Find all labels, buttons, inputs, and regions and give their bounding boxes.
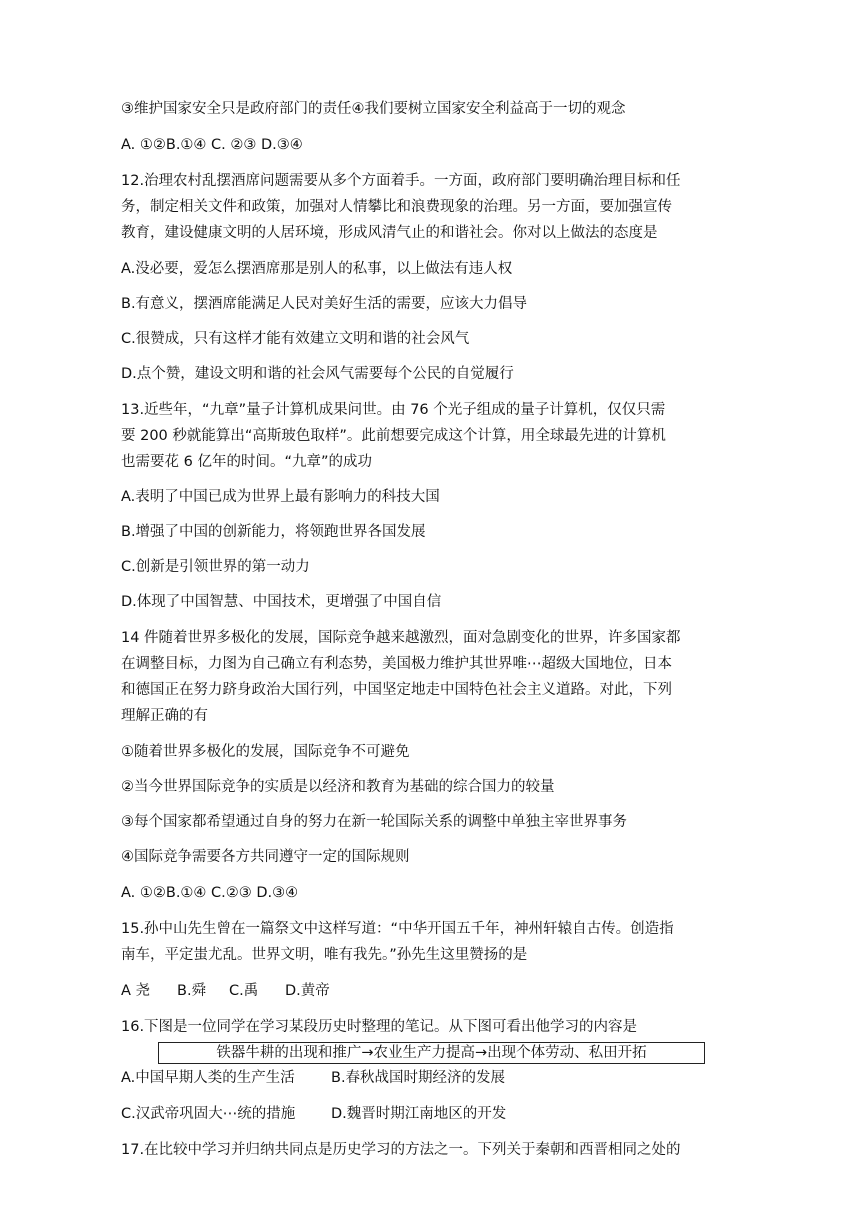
q16-stem: 16.下图是一位同学在学习某段历史时整理的笔记。从下图可看出他学习的内容是 [121, 1019, 638, 1035]
q13-option-b: B.增强了中国的创新能力，将领跑世界各国发展 [121, 524, 426, 540]
q14-stem-line-4: 理解正确的有 [121, 708, 208, 724]
q15-option-b: B.舜 [177, 983, 207, 999]
q13-stem-line-1: 13.近些年，“九章”量子计算机成果问世。由 76 个光子组成的量子计算机，仅仅只需 [121, 402, 666, 418]
q14-stem-line-2: 在调整目标，力图为自己确立有利态势，美国极力维护其世界唯⋯超级大国地位，日本 [121, 656, 672, 672]
q15-option-c: C.禹 [229, 983, 259, 999]
q16-option-a: A.中国早期人类的生产生活 [121, 1070, 295, 1086]
q16-options-row-1 [121, 1065, 741, 1091]
q15-options [121, 978, 741, 1004]
q14-statement-4: ④国际竞争需要各方共同遵守一定的国际规则 [121, 849, 410, 865]
q14-statement-3: ③每个国家都希望通过自身的努力在新一轮国际关系的调整中单独主宰世界事务 [121, 814, 627, 830]
q17-stem-line-1: 17.在比较中学习并归纳共同点是历史学习的方法之一。下列关于秦朝和西晋相同之处的 [121, 1142, 681, 1158]
q11-options: A. ①②B.①④ C. ②③ D.③④ [121, 137, 303, 153]
q13-option-a: A.表明了中国已成为世界上最有影响力的科技大国 [121, 489, 440, 505]
q16-option-d: D.魏晋时期江南地区的开发 [331, 1106, 507, 1122]
q14-stem-line-3: 和德国正在努力跻身政治大国行列，中国坚定地走中国特色社会主义道路。对此，下列 [121, 682, 672, 698]
q12-stem-line-3: 教育，建设健康文明的人居环境，形成风清气止的和谐社会。你对以上做法的态度是 [121, 225, 658, 241]
q12-option-a: A.没必要，爱怎么摆酒席那是别人的私事，以上做法有违人权 [121, 261, 513, 277]
q12-option-c: C.很赞成，只有这样才能有效建立文明和谐的社会风气 [121, 331, 470, 347]
q16-options-row-2 [121, 1101, 741, 1127]
q15-option-d: D.黄帝 [285, 983, 330, 999]
q13-stem-line-3: 也需要花 6 亿年的时间。“九章”的成功 [121, 454, 372, 470]
q16-option-c: C.汉武帝巩固大⋯统的措施 [121, 1106, 296, 1122]
q12-stem-line-2: 务，制定相关文件和政策，加强对人情攀比和浪费现象的治理。另一方面，要加强宣传 [121, 199, 672, 215]
q14-statement-2: ②当今世界国际竞争的实质是以经济和教育为基础的综合国力的较量 [121, 779, 555, 795]
q14-statement-1: ①随着世界多极化的发展，国际竞争不可避免 [121, 744, 410, 760]
q13-option-d: D.体现了中国智慧、中国技术，更增强了中国自信 [121, 594, 442, 610]
q15-stem-line-2: 南车，平定蚩尤乱。世界文明，唯有我先。”孙先生这里赞扬的是 [121, 947, 528, 963]
q11-statement-3-4: ③维护国家安全只是政府部门的责任④我们要树立国家安全利益高于一切的观念 [121, 101, 626, 117]
q13-option-c: C.创新是引领世界的第一动力 [121, 559, 310, 575]
q14-stem-line-1: 14 件随着世界多极化的发展，国际竞争越来越激烈，面对急剧变化的世界，许多国家都 [121, 630, 681, 646]
q12-option-b: B.有意义，摆酒席能满足人民对美好生活的需要，应该大力倡导 [121, 296, 528, 312]
q13-stem-line-2: 要 200 秒就能算出“高斯玻色取样”。此前想要完成这个计算，用全球最先进的计算机 [121, 428, 666, 444]
q14-options: A. ①②B.①④ C.②③ D.③④ [121, 885, 299, 901]
q16-option-b: B.春秋战国时期经济的发展 [331, 1070, 506, 1086]
q16-note-box: 铁器牛耕的出现和推广→农业生产力提高→出现个体劳动、私田开拓 [158, 1042, 705, 1064]
q15-option-a: A 尧 [121, 983, 151, 999]
q15-stem-line-1: 15.孙中山先生曾在一篇祭文中这样写道：“中华开国五千年，神州轩辕自古传。创造指 [121, 921, 674, 937]
q12-option-d: D.点个赞，建设文明和谐的社会风气需要每个公民的自觉履行 [121, 366, 514, 382]
q12-stem-line-1: 12.治理农村乱摆酒席问题需要从多个方面着手。一方面，政府部门要明确治理目标和任 [121, 173, 681, 189]
